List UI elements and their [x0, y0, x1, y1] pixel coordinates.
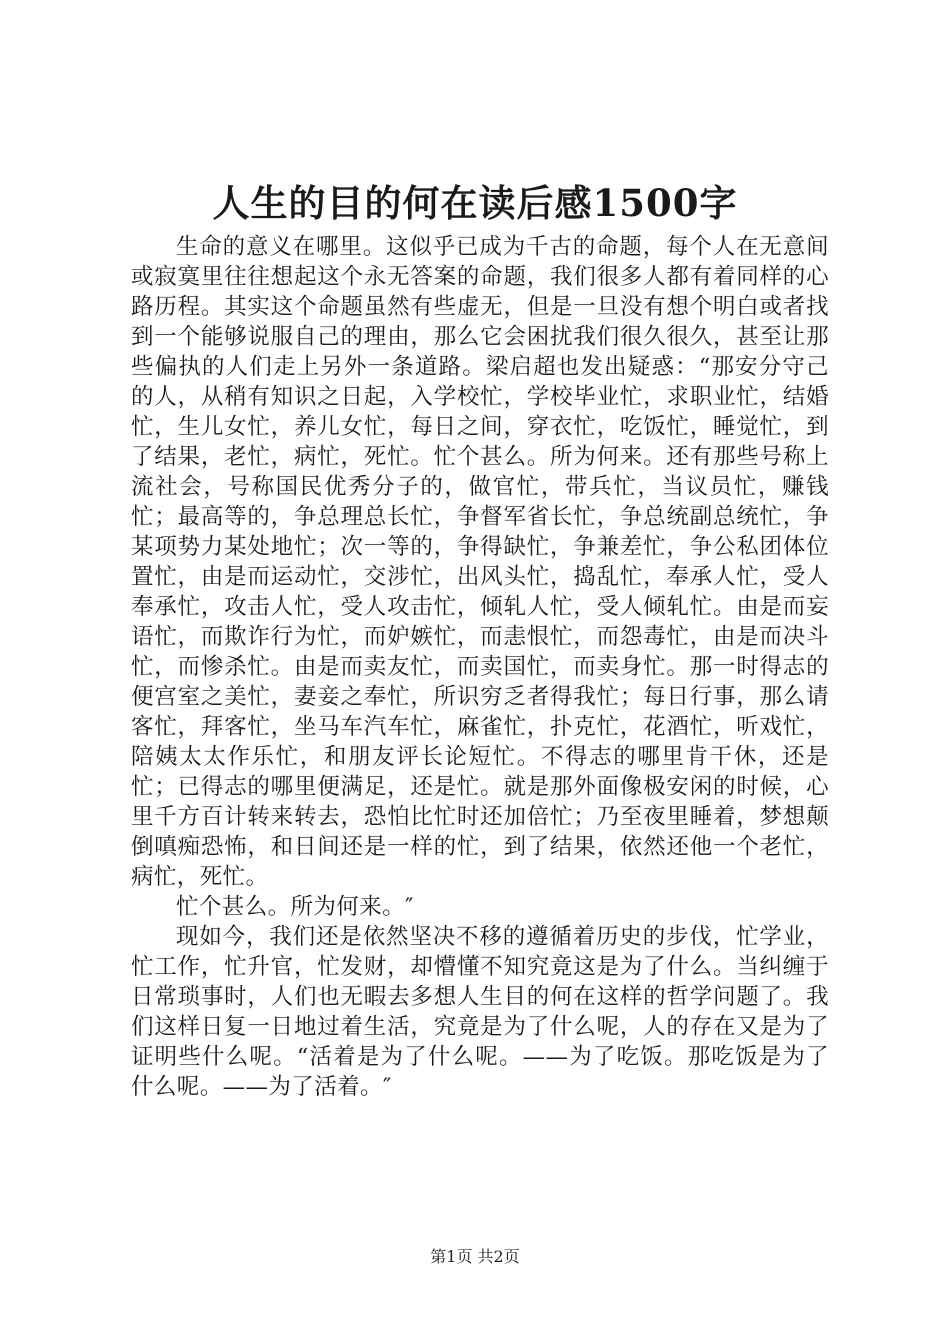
paragraph: 现如今，我们还是依然坚决不移的遵循着历史的步伐，忙学业，忙工作，忙升官，忙发财，却懵懂不知究竟这是为了什么。当纠缠于日常琐事时，人们也无暇去多想人生目的何在这样的哲学问题了。我们这样日复一日地过着生活，究竟是为了什么呢，人的存在又是为了证明些什么呢。“活着是为了什么呢。——为了吃饭。那吃饭是为了什么呢。——为了活着。″	[131, 924, 829, 1100]
page-title: 人生的目的何在读后感1500字	[212, 181, 738, 225]
document-body	[131, 232, 829, 1102]
paragraph: 忙个甚么。所为何来。″	[176, 894, 414, 920]
page-footer: 第1页 共2页	[430, 1247, 520, 1266]
paragraph: 生命的意义在哪里。这似乎已成为千古的命题，每个人在无意间或寂寞里往往想起这个永无答案的命题，我们很多人都有着同样的心路历程。其实这个命题虽然有些虚无，但是一旦没有想个明白或者找到一个能够说服自己的理由，那么它会困扰我们很久很久，甚至让那些偏执的人们走上另外一条道路。梁启超也发出疑惑：“那安分守己的人，从稍有知识之日起，入学校忙，学校毕业忙，求职业忙，结婚忙，生儿女忙，养儿女忙，每日之间，穿衣忙，吃饭忙，睡觉忙，到了结果，老忙，病忙，死忙。忙个甚么。所为何来。还有那些号称上流社会，号称国民优秀分子的，做官忙，带兵忙，当议员忙，赚钱忙；最高等的，争总理总长忙，争督军省长忙，争总统副总统忙，争某项势力某处地忙；次一等的，争得缺忙，争兼差忙，争公私团体位置忙，由是而运动忙，交涉忙，出风头忙，捣乱忙，奉承人忙，受人奉承忙，攻击人忙，受人攻击忙，倾轧人忙，受人倾轧忙。由是而妄语忙，而欺诈行为忙，而妒嫉忙，而恚恨忙，而怨毒忙，由是而决斗忙，而惨杀忙。由是而卖友忙，而卖国忙，而卖身忙。那一时得志的便宫室之美忙，妻妾之奉忙，所识穷乏者得我忙；每日行事，那么请客忙，拜客忙，坐马车汽车忙，麻雀忙，扑克忙，花酒忙，听戏忙，陪姨太太作乐忙，和朋友评长论短忙。不得志的哪里肯干休，还是忙；已得志的哪里便满足，还是忙。就是那外面像极安闲的时候，心里千方百计转来转去，恐怕比忙时还加倍忙；乃至夜里睡着，梦想颠倒嗔痴恐怖，和日间还是一样的忙，到了结果，依然还他一个老忙，病忙，死忙。	[131, 234, 829, 890]
